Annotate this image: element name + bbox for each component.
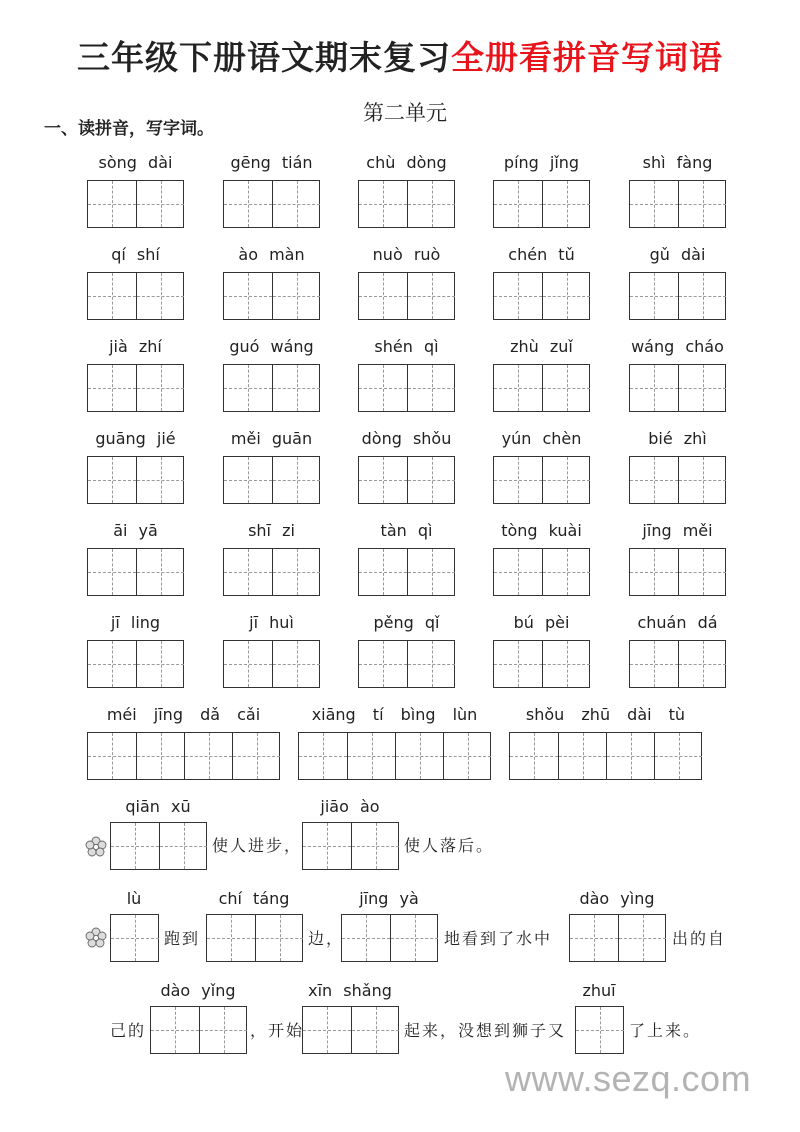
word-pinyin: shī zi xyxy=(248,521,295,540)
answer-cell[interactable] xyxy=(494,457,542,503)
answer-cell[interactable] xyxy=(494,549,542,595)
word-pinyin: pěng qǐ xyxy=(373,613,440,632)
answer-box[interactable] xyxy=(358,180,455,228)
answer-cell[interactable] xyxy=(359,181,407,227)
answer-box[interactable] xyxy=(629,364,726,412)
sentence2-text-didaoshuizhong: 地看到了水中 xyxy=(444,929,553,948)
answer-cell[interactable] xyxy=(272,365,320,411)
answer-cell[interactable] xyxy=(630,641,678,687)
title-black-part: 三年级下册语文期末复习 xyxy=(77,38,451,77)
answer-cell[interactable] xyxy=(407,365,455,411)
word-pinyin: guó wáng xyxy=(229,337,314,356)
title-red-part: 全册看拼音写词语 xyxy=(451,38,723,77)
word-pinyin: sòng dài xyxy=(98,153,173,172)
answer-box[interactable] xyxy=(493,456,590,504)
answer-box[interactable] xyxy=(223,272,320,320)
sentence2-text-paodao: 跑到 xyxy=(164,929,201,948)
answer-box[interactable] xyxy=(629,548,726,596)
answer-box[interactable] xyxy=(223,456,320,504)
answer-box[interactable] xyxy=(358,364,455,412)
pinyin-jingya: jīng yà xyxy=(359,889,419,908)
sentence2-text-leshanglai: 了上来。 xyxy=(629,1021,702,1040)
answer-cell[interactable] xyxy=(542,549,590,595)
word-pinyin: tàn qì xyxy=(380,521,433,540)
answer-cell[interactable] xyxy=(678,457,726,503)
flower-bullet-icon xyxy=(85,836,107,858)
answer-cell[interactable] xyxy=(136,365,184,411)
answer-cell[interactable] xyxy=(630,273,678,319)
word-pinyin: chén tǔ xyxy=(508,245,575,264)
answer-cell[interactable] xyxy=(272,641,320,687)
answer-cell[interactable] xyxy=(407,549,455,595)
answer-box[interactable] xyxy=(493,364,590,412)
answer-cell[interactable] xyxy=(678,181,726,227)
answer-box[interactable] xyxy=(493,548,590,596)
answer-cell[interactable] xyxy=(678,365,726,411)
idiom-pinyin: xiāng tí bìng lùn xyxy=(311,705,478,724)
word-pinyin: dòng shǒu xyxy=(361,429,452,448)
answer-cell[interactable] xyxy=(184,733,232,779)
answer-cell[interactable] xyxy=(88,365,136,411)
answer-cell[interactable] xyxy=(542,181,590,227)
pinyin-daoying: dào yìng xyxy=(579,889,655,908)
answer-box[interactable] xyxy=(87,456,184,504)
answer-cell[interactable] xyxy=(136,549,184,595)
word-pinyin: nuò ruò xyxy=(372,245,441,264)
answer-cell[interactable] xyxy=(272,549,320,595)
answer-box-jingya[interactable] xyxy=(341,914,438,962)
answer-cell[interactable] xyxy=(407,181,455,227)
sentence2-text-qilai: 起来，没想到狮子又 xyxy=(404,1021,567,1040)
word-pinyin: āi yā xyxy=(113,521,158,540)
word-pinyin: gǔ dài xyxy=(649,245,706,264)
pinyin-lu: lù xyxy=(126,889,142,908)
word-pinyin: guāng jié xyxy=(95,429,176,448)
answer-cell[interactable] xyxy=(136,457,184,503)
answer-cell[interactable] xyxy=(224,457,272,503)
answer-cell[interactable] xyxy=(407,273,455,319)
answer-box-daoying2[interactable] xyxy=(150,1006,247,1054)
answer-cell[interactable] xyxy=(359,549,407,595)
word-pinyin: shén qì xyxy=(374,337,439,356)
pinyin-daoying2: dào yǐng xyxy=(160,981,236,1000)
answer-cell[interactable] xyxy=(272,181,320,227)
answer-box[interactable] xyxy=(87,640,184,688)
word-pinyin: chù dòng xyxy=(366,153,447,172)
section-title: 一、读拼音，写字词。 xyxy=(44,119,214,139)
answer-box[interactable] xyxy=(223,180,320,228)
answer-cell[interactable] xyxy=(224,273,272,319)
answer-cell[interactable] xyxy=(359,641,407,687)
answer-box[interactable] xyxy=(87,272,184,320)
sentence1-text-b: 使人落后。 xyxy=(404,836,495,855)
answer-cell[interactable] xyxy=(136,181,184,227)
answer-cell[interactable] xyxy=(359,365,407,411)
answer-cell[interactable] xyxy=(395,733,443,779)
answer-cell[interactable] xyxy=(494,641,542,687)
answer-cell[interactable] xyxy=(678,549,726,595)
answer-cell[interactable] xyxy=(606,733,654,779)
pinyin-qianxu: qiān xū xyxy=(125,797,191,816)
word-pinyin: tòng kuài xyxy=(501,521,582,540)
answer-cell[interactable] xyxy=(654,733,702,779)
answer-cell[interactable] xyxy=(494,273,542,319)
answer-cell[interactable] xyxy=(88,733,136,779)
answer-cell[interactable] xyxy=(88,181,136,227)
idiom-pinyin: shǒu zhū dài tù xyxy=(525,705,686,724)
word-pinyin: jī ling xyxy=(110,613,161,632)
word-pinyin: wáng cháo xyxy=(631,337,724,356)
answer-box[interactable] xyxy=(87,180,184,228)
sentence2-text-bian: 边， xyxy=(308,929,345,948)
answer-box[interactable] xyxy=(358,456,455,504)
answer-box[interactable] xyxy=(223,640,320,688)
pinyin-chitang: chí táng xyxy=(218,889,290,908)
answer-box[interactable] xyxy=(223,548,320,596)
pinyin-xinshang: xīn shǎng xyxy=(308,981,392,1000)
answer-cell[interactable] xyxy=(542,365,590,411)
word-pinyin: jià zhí xyxy=(109,337,162,356)
answer-box-chitang[interactable] xyxy=(206,914,303,962)
answer-box[interactable] xyxy=(493,640,590,688)
answer-cell[interactable] xyxy=(136,273,184,319)
answer-cell[interactable] xyxy=(272,273,320,319)
answer-cell[interactable] xyxy=(299,733,347,779)
sentence2-text-jide: 己的 xyxy=(110,1021,147,1040)
word-pinyin: shì fàng xyxy=(642,153,713,172)
answer-cell[interactable] xyxy=(359,457,407,503)
answer-box-xinshang[interactable] xyxy=(302,1006,399,1054)
word-pinyin: chuán dá xyxy=(637,613,718,632)
answer-box[interactable] xyxy=(493,180,590,228)
answer-box[interactable] xyxy=(87,364,184,412)
watermark: www.sezq.com xyxy=(505,1058,752,1099)
answer-cell[interactable] xyxy=(630,457,678,503)
answer-cell[interactable] xyxy=(88,457,136,503)
answer-box-zhui[interactable] xyxy=(575,1006,624,1054)
word-pinyin: bié zhì xyxy=(648,429,707,448)
word-pinyin: měi guān xyxy=(230,429,313,448)
answer-box[interactable] xyxy=(358,640,455,688)
word-pinyin: qí shí xyxy=(111,245,160,264)
idiom-pinyin: méi jīng dǎ cǎi xyxy=(106,705,261,724)
answer-box[interactable] xyxy=(358,272,455,320)
answer-cell[interactable] xyxy=(224,181,272,227)
idiom-answer-box[interactable] xyxy=(298,732,491,780)
answer-cell[interactable] xyxy=(407,457,455,503)
answer-cell[interactable] xyxy=(272,457,320,503)
answer-box-lu[interactable] xyxy=(110,914,159,962)
answer-cell[interactable] xyxy=(678,641,726,687)
answer-cell[interactable] xyxy=(630,181,678,227)
answer-cell[interactable] xyxy=(510,733,558,779)
answer-box[interactable] xyxy=(358,548,455,596)
answer-box-qianxu[interactable] xyxy=(110,822,207,870)
answer-box-jiaoao[interactable] xyxy=(302,822,399,870)
answer-cell[interactable] xyxy=(542,457,590,503)
word-pinyin: píng jǐng xyxy=(503,153,580,172)
answer-box[interactable] xyxy=(87,548,184,596)
sentence1-text-a: 使人进步， xyxy=(212,836,303,855)
answer-cell[interactable] xyxy=(88,641,136,687)
answer-cell[interactable] xyxy=(542,273,590,319)
answer-cell[interactable] xyxy=(630,365,678,411)
answer-cell[interactable] xyxy=(347,733,395,779)
answer-cell[interactable] xyxy=(558,733,606,779)
answer-box[interactable] xyxy=(493,272,590,320)
answer-cell[interactable] xyxy=(136,641,184,687)
word-pinyin: zhù zuǐ xyxy=(510,337,573,356)
answer-box[interactable] xyxy=(629,456,726,504)
answer-box[interactable] xyxy=(629,180,726,228)
word-pinyin: gēng tián xyxy=(230,153,313,172)
answer-cell[interactable] xyxy=(88,273,136,319)
sentence2-text-chudezi: 出的自 xyxy=(672,929,727,948)
answer-cell[interactable] xyxy=(224,365,272,411)
answer-cell[interactable] xyxy=(232,733,280,779)
answer-cell[interactable] xyxy=(678,273,726,319)
idiom-answer-box[interactable] xyxy=(509,732,702,780)
word-pinyin: jī huì xyxy=(249,613,294,632)
answer-cell[interactable] xyxy=(630,549,678,595)
sentence2-text-kaishi: ，开始 xyxy=(250,1021,305,1040)
answer-cell[interactable] xyxy=(494,181,542,227)
word-pinyin: jīng měi xyxy=(642,521,713,540)
flower-bullet-icon xyxy=(85,927,107,949)
word-pinyin: bú pèi xyxy=(513,613,570,632)
answer-cell[interactable] xyxy=(494,365,542,411)
idiom-answer-box[interactable] xyxy=(87,732,280,780)
answer-cell[interactable] xyxy=(224,641,272,687)
answer-box[interactable] xyxy=(223,364,320,412)
answer-cell[interactable] xyxy=(88,549,136,595)
word-pinyin: yún chèn xyxy=(501,429,582,448)
answer-cell[interactable] xyxy=(224,549,272,595)
worksheet-title xyxy=(0,32,800,84)
pinyin-jiaoao: jiāo ào xyxy=(320,797,380,816)
pinyin-zhui: zhuī xyxy=(582,981,616,1000)
answer-cell[interactable] xyxy=(359,273,407,319)
unit-title: 第二单元 xyxy=(363,101,447,125)
word-pinyin: ào màn xyxy=(238,245,305,264)
answer-box[interactable] xyxy=(629,272,726,320)
answer-box-daoying[interactable] xyxy=(569,914,666,962)
answer-cell[interactable] xyxy=(542,641,590,687)
answer-cell[interactable] xyxy=(443,733,491,779)
answer-cell[interactable] xyxy=(136,733,184,779)
answer-box[interactable] xyxy=(629,640,726,688)
answer-cell[interactable] xyxy=(407,641,455,687)
